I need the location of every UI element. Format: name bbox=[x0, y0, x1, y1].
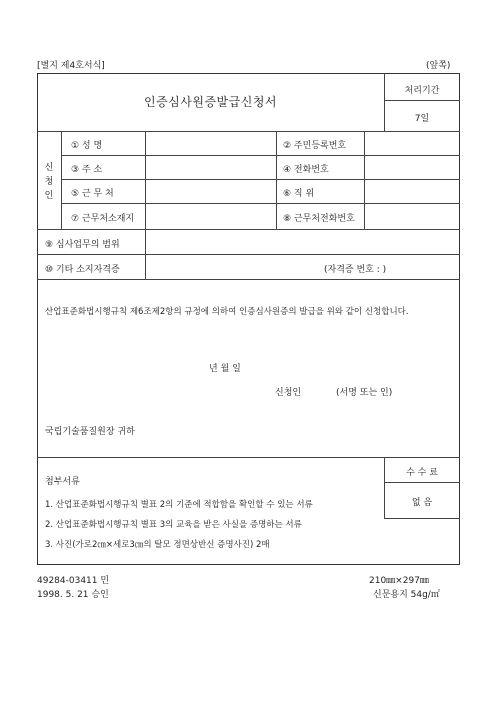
paper-spec: 신문용지 54g/㎡ bbox=[373, 590, 440, 600]
other-certificate-label: ⑩ 기타 소지자격증 bbox=[45, 265, 120, 275]
applicant-label-1: 신 bbox=[44, 163, 54, 173]
form-code: 49284-03411 민 bbox=[37, 576, 110, 586]
phone-label: ④ 전화번호 bbox=[283, 165, 329, 175]
applicant-signature-label: 신청인 bbox=[275, 388, 302, 398]
workplace-address-label: ⑦ 근무처소재지 bbox=[71, 214, 135, 224]
form-number: [별지 제4호서식] bbox=[37, 61, 105, 71]
position-field[interactable] bbox=[365, 180, 459, 202]
divider bbox=[384, 482, 460, 483]
workplace-address-field[interactable] bbox=[146, 204, 275, 228]
phone-field[interactable] bbox=[365, 156, 459, 178]
fee-label: 수 수 료 bbox=[406, 468, 438, 478]
attachment-item: 3. 사진(가로2㎝×세로3㎝의 탈모 정면상반신 증명사진) 2매 bbox=[45, 540, 270, 550]
name-label: ① 성 명 bbox=[71, 141, 103, 151]
application-statement: 산업표준화법시행규칙 제6조제2항의 규정에 의하여 인증심사원증의 발급을 위와 같이 신청합니다. bbox=[45, 307, 409, 317]
address-field[interactable] bbox=[146, 156, 275, 178]
paper-size: 210㎜×297㎜ bbox=[369, 576, 429, 586]
divider bbox=[61, 131, 62, 229]
workplace-field[interactable] bbox=[146, 180, 275, 202]
workplace-label: ⑤ 근 무 처 bbox=[71, 189, 114, 199]
recipient: 국립기술품질원장 귀하 bbox=[45, 427, 135, 437]
signature-note: (서명 또는 인) bbox=[336, 388, 393, 398]
approval-date: 1998. 5. 21 승인 bbox=[37, 590, 109, 600]
workplace-phone-field[interactable] bbox=[365, 204, 459, 228]
date-line: 년 월 일 bbox=[209, 364, 241, 374]
divider bbox=[37, 457, 460, 458]
divider bbox=[384, 100, 460, 101]
divider bbox=[37, 254, 460, 255]
divider bbox=[37, 279, 460, 280]
name-field[interactable] bbox=[146, 132, 275, 154]
applicant-label-3: 인 bbox=[44, 191, 54, 201]
applicant-label-2: 청 bbox=[44, 177, 54, 187]
address-label: ③ 주 소 bbox=[71, 165, 103, 175]
audit-scope-label: ⑨ 심사업무의 범위 bbox=[45, 240, 120, 250]
form-title: 인증심사원증발급신청서 bbox=[143, 95, 277, 109]
audit-scope-field[interactable] bbox=[146, 230, 459, 253]
processing-period-value: 7일 bbox=[414, 114, 430, 124]
attachment-item: 2. 산업표준화법시행규칙 별표 3의 교육을 받은 사실을 증명하는 서류 bbox=[45, 520, 302, 530]
attachments-heading: 첨부서류 bbox=[45, 477, 80, 487]
attachment-item: 1. 산업표준화법시행규칙 별표 2의 기준에 적합함을 확인할 수 있는 서류 bbox=[45, 500, 313, 510]
fee-value: 없 음 bbox=[411, 498, 433, 508]
page-side-label: (앞쪽) bbox=[426, 61, 451, 71]
resident-number-field[interactable] bbox=[365, 132, 459, 154]
divider bbox=[384, 518, 460, 519]
divider bbox=[276, 131, 277, 229]
resident-number-label: ② 주민등록번호 bbox=[283, 141, 347, 151]
workplace-phone-label: ⑧ 근무처전화번호 bbox=[283, 214, 355, 224]
processing-period-label: 처리기간 bbox=[404, 86, 440, 96]
certificate-number-label: (자격증 번호 : ) bbox=[324, 265, 387, 275]
position-label: ⑥ 직 위 bbox=[283, 189, 315, 199]
